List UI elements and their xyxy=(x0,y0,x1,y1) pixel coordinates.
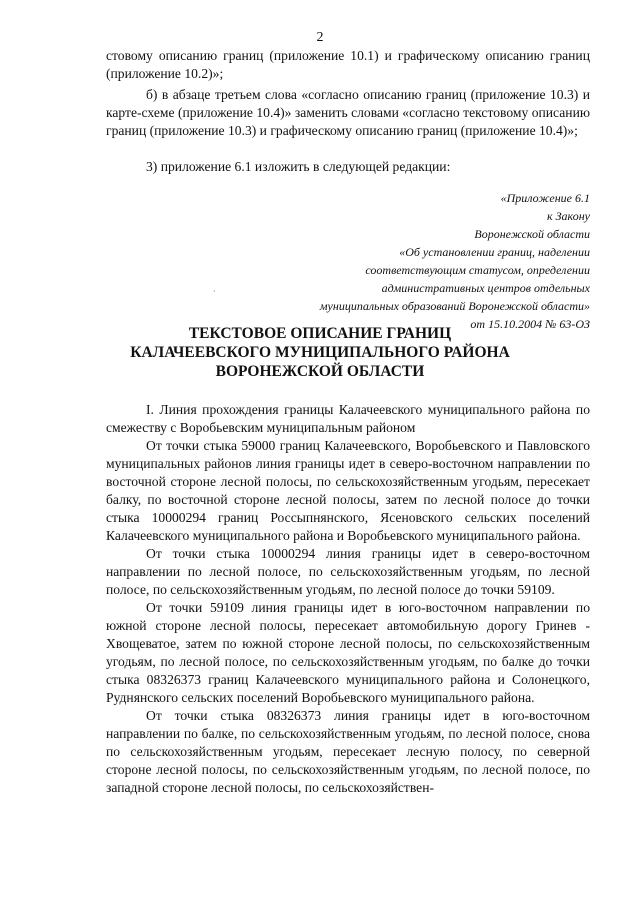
continuation-paragraph xyxy=(106,47,590,83)
appendix-note-line: соответствующим статусом, определении xyxy=(365,263,590,277)
body-text xyxy=(106,401,590,797)
item-3-text: 3) приложение 6.1 изложить в следующей редакции: xyxy=(146,159,451,174)
page-number: 2 xyxy=(316,30,324,45)
appendix-note-line: «Приложение 6.1 xyxy=(500,191,590,205)
body-paragraph: От точки стыка 59000 границ Калачеевского, Воробьевского и Павловского муниципальных районов линия границы идет в северо-восточном направлении по восточной стороне лесной полосы, по сельскохозяйственным угодьям, пересекает балку, по восточной стороне лесной полосы, затем по лесной полосе до точки стыка 10000294 границ Россыпнянского, Ясеновского сельских поселений Калачеевского муниципального района и Воробьевского муниципального района. xyxy=(106,438,590,543)
appendix-note-line: к Закону xyxy=(547,209,590,223)
body-paragraph: От точки 59109 линия границы идет в юго-восточном направлении по южной стороне лесной полосы, пересекает автомобильную дорогу Гринев - Хвощеватое, затем по южной стороне лесной полосы, по сельскохозяйственным угодьям, по лесной полосе, по сельскохозяйственным угодьям, по балке до точки стыка 08326373 границ Калачеевского муниципального района и Солонецкого, Руднянского сельских поселений Воробьевского муниципального района. xyxy=(106,600,590,705)
item-b-paragraph xyxy=(106,86,590,140)
appendix-note-line: Воронежской области xyxy=(474,227,590,241)
title-line: ТЕКСТОВОЕ ОПИСАНИЕ ГРАНИЦ xyxy=(188,325,452,342)
body-paragraph: От точки стыка 08326373 линия границы идет в юго-восточном направлении по балке, по сельскохозяйственным угодьям, по лесной полосе, снова по сельскохозяйственным угодьям, пересекает лесную полосу, по северной стороне лесной полосы, по сельскохозяйственным угодьям, по лесной полосе, по западной стороне лесной полосы, по сельскохозяйствен- xyxy=(106,708,590,795)
continuation-text: стовому описанию границ (приложение 10.1) и графическому описанию границ (приложение 10.2)»; xyxy=(106,48,590,81)
item-3-paragraph xyxy=(106,158,590,176)
appendix-note-line: административных центров отдельных xyxy=(381,281,590,295)
item-b-text: б) в абзаце третьем слова «согласно описанию границ (приложение 10.3) и карте-схеме (приложение 10.4)» заменить словами «согласно текстовому описанию границ (приложение 10.3) и графическому описанию границ (приложение 10.4)»; xyxy=(106,87,590,138)
body-paragraph: От точки стыка 10000294 линия границы идет в северо-восточном направлении по лесной полосе, по сельскохозяйственным угодьям, по лесной полосе, по сельскохозяйственным угодьям, по лесной полосе до точки 59109. xyxy=(106,546,590,597)
appendix-note-line: муниципальных образований Воронежской области» xyxy=(319,299,590,313)
body-paragraph: I. Линия прохождения границы Калачеевского муниципального района по смежеству с Воробьевским муниципальным районом xyxy=(106,402,590,435)
appendix-note-line: от 15.10.2004 № 63-ОЗ xyxy=(470,317,590,331)
appendix-note xyxy=(250,189,590,333)
document-title xyxy=(0,324,640,381)
title-line: КАЛАЧЕЕВСКОГО МУНИЦИПАЛЬНОГО РАЙОНА xyxy=(130,344,510,361)
title-line: ВОРОНЕЖСКОЙ ОБЛАСТИ xyxy=(215,363,425,380)
scan-dot: · xyxy=(213,287,216,296)
appendix-note-line: «Об установлении границ, наделении xyxy=(399,245,590,259)
